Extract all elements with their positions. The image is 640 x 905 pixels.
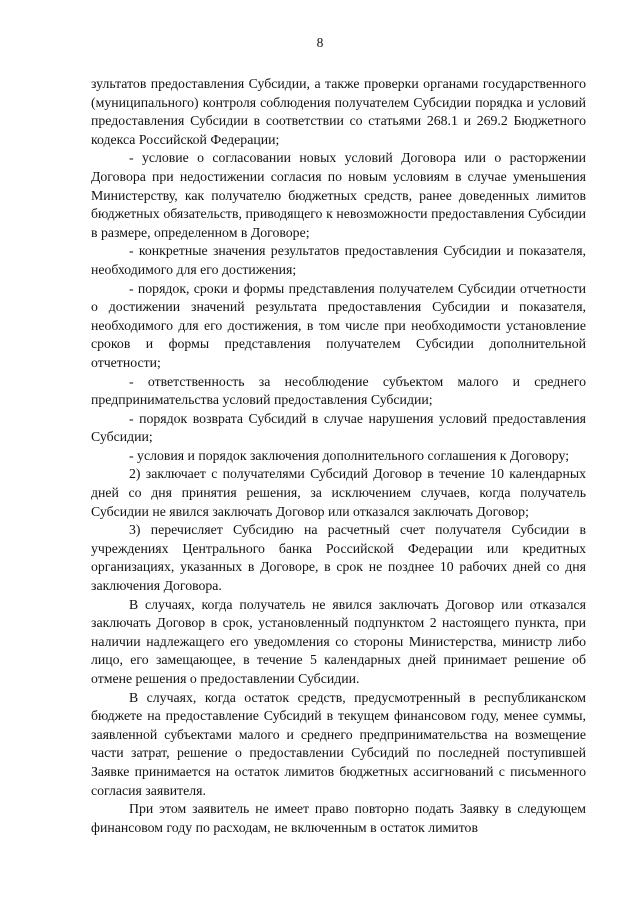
- paragraph-cancellation: В случаях, когда получатель не явился заключать Договор или отказался заключать Договор в срок, установленный подпунктом 2 настоящего пункта, при наличии надлежащего его уведомления со стороны Министерства, министр либо лицо, его замещающее, в течение 5 календарных дней принимает решение об отмене решения о предоставлении Субсидии.: [91, 596, 586, 686]
- paragraph-condition-agreement: - условие о согласовании новых условий Договора или о расторжении Договора при недостижении согласия по новым условиям в случае уменьшения Министерству, как получателю бюджетных средств, ранее доведенных лимитов бюджетных обязательств, приводящего к невозможности предоставления Субсидии в размере, определенном в Договоре;: [91, 150, 586, 240]
- page-number: 8: [316, 35, 324, 50]
- paragraph-item-3-transfer: 3) перечисляет Субсидию на расчетный счет получателя Субсидии в учреждениях Центрального банка Российской Федерации или кредитных организациях, указанных в Договоре, в срок не позднее 10 рабочих дней со дня заключения Договора.: [91, 522, 586, 594]
- paragraph-item-2-contract: 2) заключает с получателями Субсидий Договор в течение 10 календарных дней со дня принятия решения, за исключением случаев, когда получатель Субсидии не явился заключать Договор или отказался заключать Договор;: [91, 466, 586, 519]
- document-body: [91, 75, 586, 837]
- paragraph-remaining-funds: В случаях, когда остаток средств, предусмотренный в республиканском бюджете на предоставление Субсидий в текущем финансовом году, менее суммы, заявленной субъектами малого и среднего предпринимательства на возмещение части затрат, решение о предоставлении Субсидий по последней поступившей Заявке принимается на остаток лимитов бюджетных ассигнований с письменного согласия заявителя.: [91, 689, 586, 798]
- paragraph-results-control: зультатов предоставления Субсидии, а также проверки органами государственного (муниципального) контроля соблюдения получателем Субсидии порядка и условий предоставления Субсидии в соответствии со статьями 268.1 и 269.2 Бюджетного кодекса Российской Федерации;: [91, 76, 586, 147]
- paragraph-reapplication: При этом заявитель не имеет право повторно подать Заявку в следующем финансовом году по расходам, не включенным в остаток лимитов: [91, 801, 586, 835]
- paragraph-responsibility: - ответственность за несоблюдение субъектом малого и среднего предпринимательства условий предоставления Субсидии;: [91, 373, 586, 408]
- paragraph-reporting-procedure: - порядок, сроки и формы представления получателем Субсидии отчетности о достижении значений результата предоставления Субсидии и показателя, необходимого для его достижения, в том числе при необходимости установление сроков и формы представления получателем Субсидии дополнительной отчетности;: [91, 280, 586, 370]
- paragraph-result-values: - конкретные значения результатов предоставления Субсидии и показателя, необходимого для его достижения;: [91, 243, 586, 277]
- paragraph-additional-agreement: - условия и порядок заключения дополнительного соглашения к Договору;: [129, 447, 570, 463]
- paragraph-refund-procedure: - порядок возврата Субсидий в случае нарушения условий предоставления Субсидии;: [91, 410, 586, 445]
